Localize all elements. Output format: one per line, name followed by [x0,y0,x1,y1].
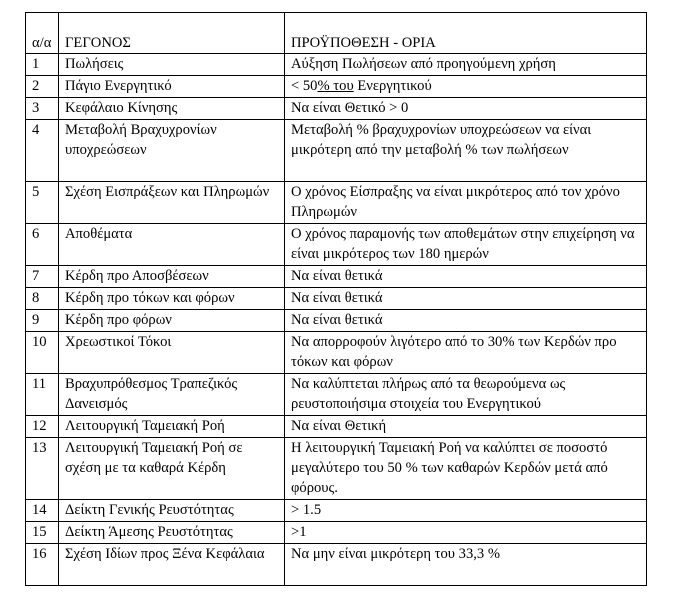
table-row [26,76,647,98]
condition-part: Ενεργητικού [353,78,432,94]
row-condition: >1 [285,522,647,544]
row-condition: Να είναι θετικά [285,266,647,288]
row-num: 12 [26,416,59,438]
row-num: 11 [26,374,59,416]
row-condition: Να είναι θετικά [285,310,647,332]
row-condition: Αύξηση Πωλήσεων από προηγούμενη χρήση [285,54,647,76]
row-condition: Να είναι θετικά [285,288,647,310]
table-row [26,266,647,288]
row-event: Μεταβολή Βραχυχρονίων υποχρεώσεων [59,120,285,182]
row-event: Δείκτη Γενικής Ρευστότητας [59,500,285,522]
row-num: 5 [26,182,59,224]
row-condition: Ο χρόνος Είσπραξης να είναι μικρότερος από τον χρόνο Πληρωμών [285,182,647,224]
table-row [26,374,647,416]
row-num: 2 [26,76,59,98]
table-row [26,182,647,224]
row-condition [285,76,647,98]
row-event: Κέρδη προ Αποσβέσεων [59,266,285,288]
row-condition: Να απορροφούν λιγότερο από το 30% των Κερδών προ τόκων και φόρων [285,332,647,374]
row-condition: Ο χρόνος παραμονής των αποθεμάτων στην επιχείρηση να είναι μικρότερος των 180 ημερών [285,224,647,266]
table-row [26,224,647,266]
row-num: 7 [26,266,59,288]
row-event: Σχέση Εισπράξεων και Πληρωμών [59,182,285,224]
row-num: 6 [26,224,59,266]
row-condition: Να είναι Θετική [285,416,647,438]
row-num: 10 [26,332,59,374]
row-event: Χρεωστικοί Τόκοι [59,332,285,374]
row-num: 16 [26,544,59,586]
row-event: Λειτουργική Ταμειακή Ροή σε σχέση με τα καθαρά Κέρδη [59,438,285,500]
row-num: 1 [26,54,59,76]
row-condition: > 1.5 [285,500,647,522]
row-condition: Η λειτουργική Ταμειακή Ροή να καλύπτει σε ποσοστό μεγαλύτερο του 50 % των καθαρών Κερδών μετά από φόρους. [285,438,647,500]
header-event: ΓΕΓΟΝΟΣ [59,13,285,54]
table-row [26,120,647,182]
condition-part: < 50 [291,78,318,94]
row-condition: Να καλύπτεται πλήρως από τα θεωρούμενα ως ρευστοποιήσιμα στοιχεία του Ενεργητικού [285,374,647,416]
row-num: 8 [26,288,59,310]
table-row [26,416,647,438]
row-event: Πωλήσεις [59,54,285,76]
row-num: 3 [26,98,59,120]
row-event: Αποθέματα [59,224,285,266]
conditions-table [25,12,647,586]
header-condition: ΠΡΟΫΠΟΘΕΣΗ - ΟΡΙΑ [285,13,647,54]
row-event: Σχέση Ιδίων προς Ξένα Κεφάλαια [59,544,285,586]
table-row [26,522,647,544]
row-event: Δείκτη Άμεσης Ρευστότητας [59,522,285,544]
row-condition: Να μην είναι μικρότερη του 33,3 % [285,544,647,586]
row-event: Πάγιο Ενεργητικό [59,76,285,98]
table-header-row [26,13,647,54]
table-row [26,332,647,374]
row-event: Κέρδη προ φόρων [59,310,285,332]
row-num: 9 [26,310,59,332]
table-row [26,54,647,76]
row-num: 4 [26,120,59,182]
row-event: Κεφάλαιο Κίνησης [59,98,285,120]
table-row [26,544,647,586]
row-num: 15 [26,522,59,544]
header-num: α/α [26,13,59,54]
row-num: 13 [26,438,59,500]
table-row [26,98,647,120]
row-condition: Να είναι Θετικό > 0 [285,98,647,120]
row-condition: Μεταβολή % βραχυχρονίων υποχρεώσεων να είναι μικρότερη από την μεταβολή % των πωλήσεων [285,120,647,182]
table-row [26,288,647,310]
row-event: Βραχυπρόθεσμος Τραπεζικός Δανεισμός [59,374,285,416]
row-num: 14 [26,500,59,522]
condition-part-underlined: % του [317,78,354,94]
row-event: Κέρδη προ τόκων και φόρων [59,288,285,310]
row-event: Λειτουργική Ταμειακή Ροή [59,416,285,438]
table-row [26,500,647,522]
table-row [26,310,647,332]
table-row [26,438,647,500]
